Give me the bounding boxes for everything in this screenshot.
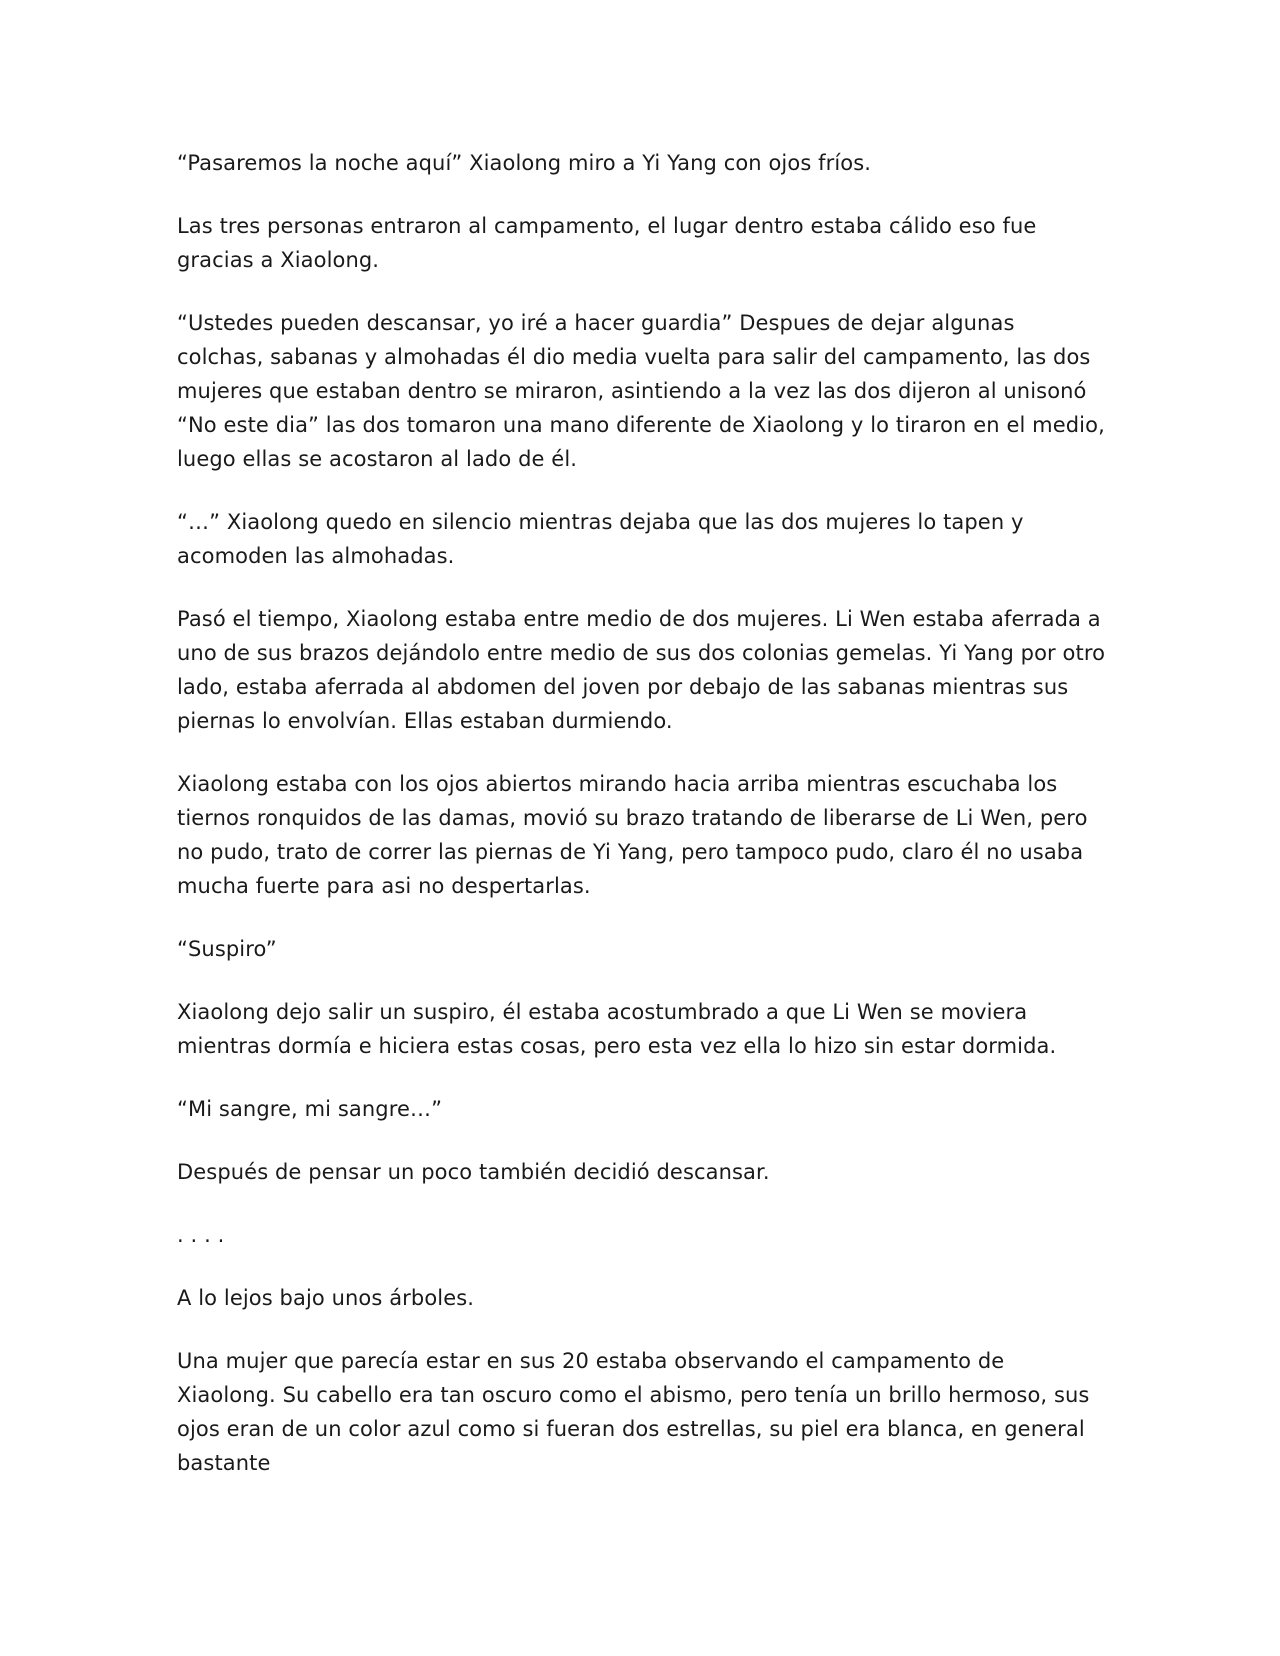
paragraph: Una mujer que parecía estar en sus 20 estaba observando el campamento de Xiaolong. Su cabello era tan oscuro como el abismo, pero tenía un brillo hermoso, sus ojos eran de un color azul como si fueran dos estrellas, su piel era blanca, en general bastante bbox=[177, 1349, 1090, 1475]
paragraph: A lo lejos bajo unos árboles. bbox=[177, 1286, 475, 1310]
paragraph: Xiaolong dejo salir un suspiro, él estaba acostumbrado a que Li Wen se moviera mientras dormía e hiciera estas cosas, pero esta vez ella lo hizo sin estar dormida. bbox=[177, 1000, 1057, 1058]
paragraph: Después de pensar un poco también decidió descansar. bbox=[177, 1160, 770, 1184]
paragraph: “…” Xiaolong quedo en silencio mientras dejaba que las dos mujeres lo tapen y acomoden las almohadas. bbox=[177, 510, 1024, 568]
paragraph: “Ustedes pueden descansar, yo iré a hacer guardia” Despues de dejar algunas colchas, sabanas y almohadas él dio media vuelta para salir del campamento, las dos mujeres que estaban dentro se miraron, asintiendo a la vez las dos dijeron al unisonó “No este dia” las dos tomaron una mano diferente de Xiaolong y lo tiraron en el medio, luego ellas se acostaron al lado de él. bbox=[177, 311, 1105, 471]
paragraph: “Pasaremos la noche aquí” Xiaolong miro a Yi Yang con ojos fríos. bbox=[177, 151, 872, 175]
scene-break: . . . . bbox=[177, 1223, 225, 1247]
paragraph: “Suspiro” bbox=[177, 937, 277, 961]
paragraph: “Mi sangre, mi sangre…” bbox=[177, 1097, 443, 1121]
document-body bbox=[177, 146, 1107, 1509]
paragraph: Las tres personas entraron al campamento, el lugar dentro estaba cálido eso fue gracias a Xiaolong. bbox=[177, 214, 1037, 272]
paragraph: Xiaolong estaba con los ojos abiertos mirando hacia arriba mientras escuchaba los tiernos ronquidos de las damas, movió su brazo tratando de liberarse de Li Wen, pero no pudo, trato de correr las piernas de Yi Yang, pero tampoco pudo, claro él no usaba mucha fuerte para asi no despertarlas. bbox=[177, 772, 1088, 898]
paragraph: Pasó el tiempo, Xiaolong estaba entre medio de dos mujeres. Li Wen estaba aferrada a uno de sus brazos dejándolo entre medio de sus dos colonias gemelas. Yi Yang por otro lado, estaba aferrada al abdomen del joven por debajo de las sabanas mientras sus piernas lo envolvían. Ellas estaban durmiendo. bbox=[177, 607, 1106, 733]
